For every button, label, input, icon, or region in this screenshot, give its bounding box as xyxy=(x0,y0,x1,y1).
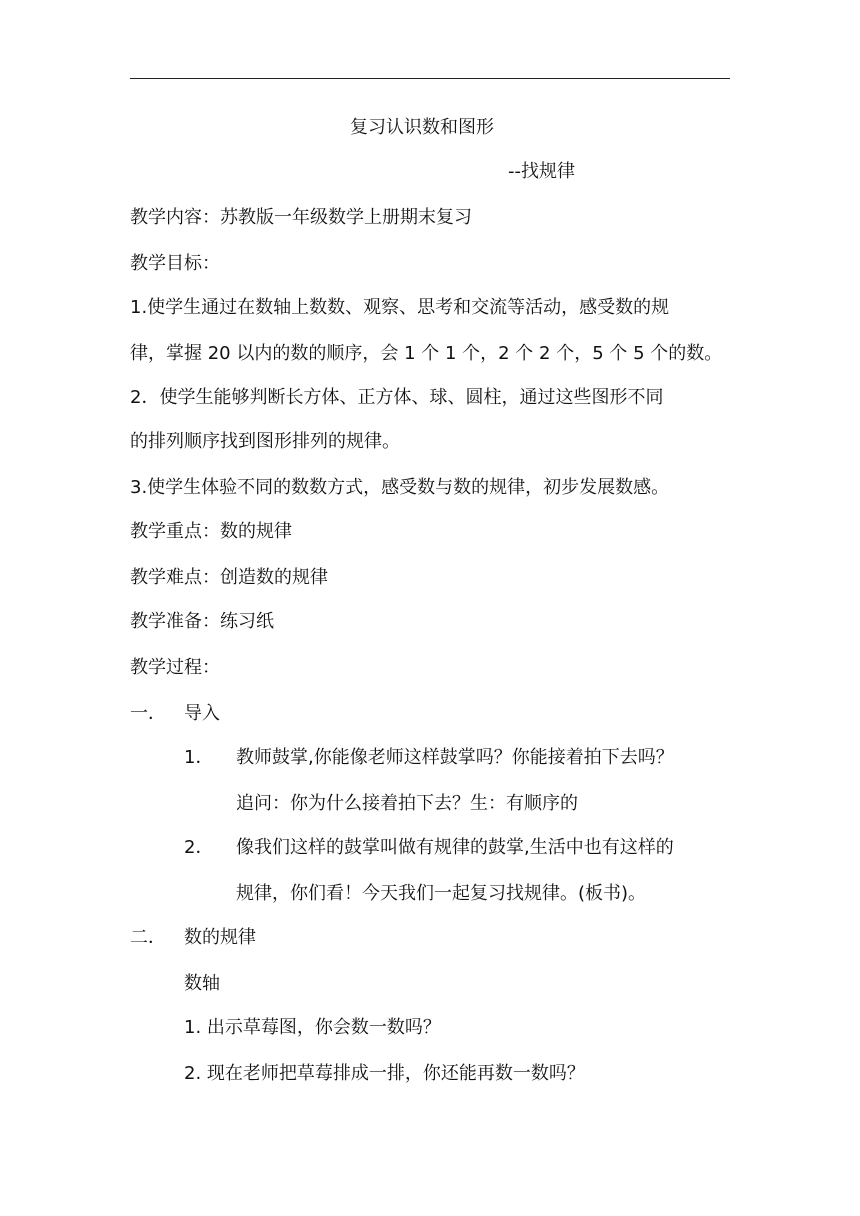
objective-1-line-2: 律，掌握 20 以内的数的顺序，会 1 个 1 个，2 个 2 个，5 个 5 个的数。 xyxy=(130,343,723,364)
key-point: 教学重点：数的规律 xyxy=(130,521,292,542)
section-2-title: 数的规律 xyxy=(184,927,256,948)
section-1-item-1-number: 1． xyxy=(184,747,214,768)
objective-2-line-1: 2．使学生能够判断长方体、正方体、球、圆柱，通过这些图形不同 xyxy=(130,387,664,408)
section-1-item-2-line-1: 像我们这样的鼓掌叫做有规律的鼓掌,生活中也有这样的 xyxy=(236,837,674,858)
section-2-item-2: 2. 现在老师把草莓排成一排，你还能再数一数吗？ xyxy=(184,1063,585,1084)
teaching-content: 教学内容：苏教版一年级数学上册期末复习 xyxy=(130,207,472,228)
preparation: 教学准备：练习纸 xyxy=(130,611,274,632)
document-title: 复习认识数和图形 xyxy=(350,117,494,138)
objective-1-line-1: 1.使学生通过在数轴上数数、观察、思考和交流等活动，感受数的规 xyxy=(130,297,670,318)
objective-2-line-2: 的排列顺序找到图形排列的规律。 xyxy=(130,431,400,452)
header-rule xyxy=(130,78,730,79)
objectives-heading: 教学目标： xyxy=(130,253,220,274)
section-2-number: 二． xyxy=(130,927,166,948)
number-line-heading: 数轴 xyxy=(184,973,220,994)
document-subtitle: --找规律 xyxy=(508,161,575,182)
process-heading: 教学过程： xyxy=(130,657,220,678)
section-1-title: 导入 xyxy=(184,703,220,724)
difficulty: 教学难点：创造数的规律 xyxy=(130,567,328,588)
section-1-item-1-line-1: 教师鼓掌,你能像老师这样鼓掌吗？你能接着拍下去吗？ xyxy=(236,747,674,768)
section-1-item-1-line-2: 追问：你为什么接着拍下去？生：有顺序的 xyxy=(236,793,578,814)
section-2-item-1: 1. 出示草莓图，你会数一数吗？ xyxy=(184,1017,441,1038)
objective-3: 3.使学生体验不同的数数方式，感受数与数的规律，初步发展数感。 xyxy=(130,477,670,498)
section-1-number: 一． xyxy=(130,703,166,724)
section-1-item-2-line-2: 规律，你们看！今天我们一起复习找规律。(板书)。 xyxy=(236,883,647,904)
section-1-item-2-number: 2． xyxy=(184,837,214,858)
